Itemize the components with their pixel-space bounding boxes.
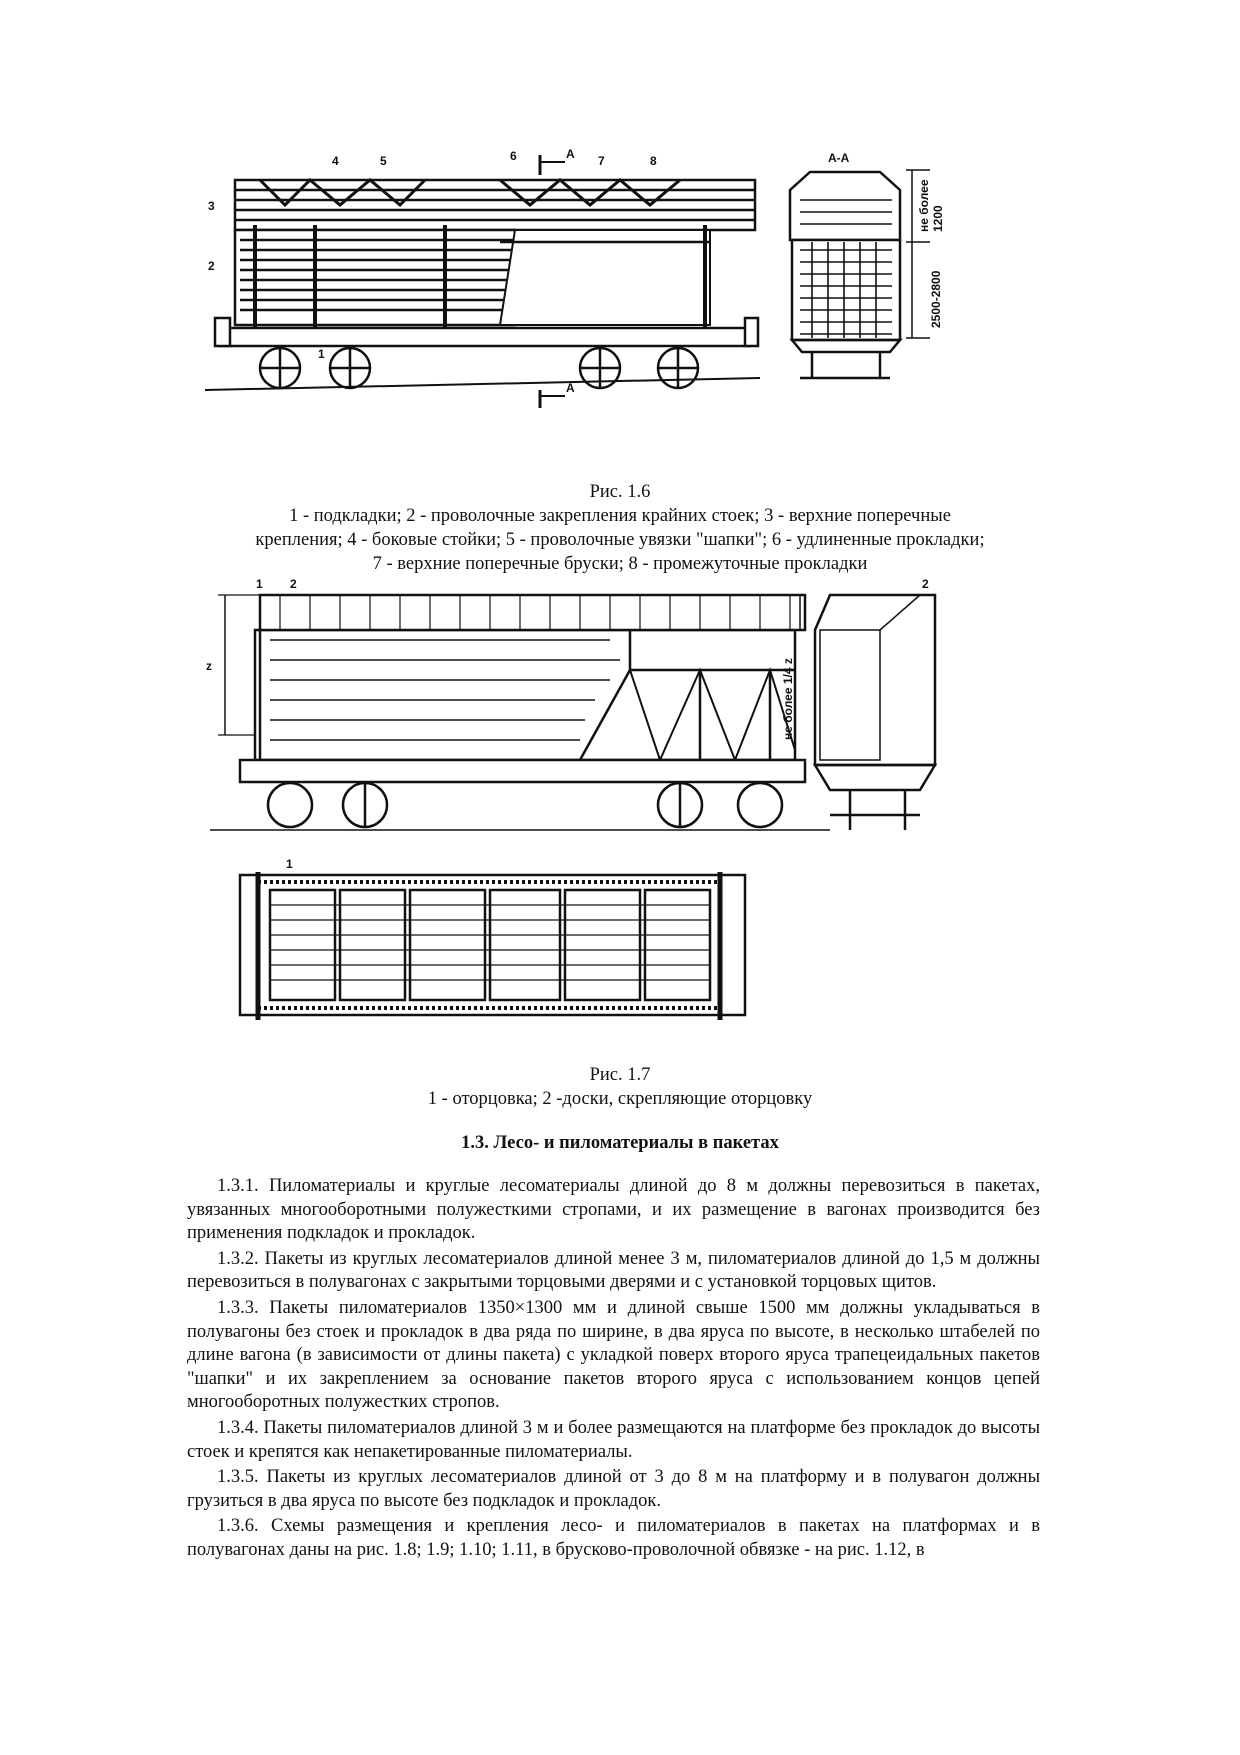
dim-upper-note: не более: [917, 179, 931, 232]
section-aa-end-view: [790, 172, 900, 378]
paragraph-1-3-6: 1.3.6. Схемы размещения и крепления лесо- и пиломатериалов в пакетах на платформах и в полувагонах даны на рис. 1.8; 1.9; 1.10; 1.11, в брусково-проволочной обвязке - на рис. 1.12, в: [187, 1516, 1040, 1560]
paragraph-1-3-1: 1.3.1. Пиломатериалы и круглые лесоматериалы длиной до 8 м должны перевозиться в пакетах, увязанных многооборотными полужесткими стропами, и их размещение в вагонах производится без применения подкладок и прокладок.: [187, 1176, 1040, 1244]
section-body: [187, 1175, 1040, 1565]
label-1: 1: [318, 347, 325, 361]
section-aa-title: А-А: [828, 151, 850, 165]
figure-1-6: [200, 147, 1060, 470]
wheel: [268, 783, 312, 827]
figure-1-7-caption: [200, 1063, 1040, 1111]
label-section-a-top: А: [566, 147, 575, 161]
label-7: 7: [598, 154, 605, 168]
fig7-side-note: не более 1/4 z: [781, 658, 795, 740]
fig7-end-label-2: 2: [922, 577, 929, 591]
figure-1-6-title: Рис. 1.6: [589, 482, 651, 502]
fig7-dim-z: z: [206, 659, 212, 673]
figure-1-7-title: Рис. 1.7: [589, 1065, 651, 1085]
label-3: 3: [208, 199, 215, 213]
gondola-end-view: [800, 595, 935, 830]
wheel: [738, 783, 782, 827]
label-4: 4: [332, 154, 339, 168]
fig7-label-2: 2: [290, 577, 297, 591]
label-6: 6: [510, 149, 517, 163]
gondola-side-view: [210, 595, 830, 830]
platform-wagon-side-view: [205, 155, 760, 408]
figure-1-7-drawing: [200, 577, 1060, 1050]
label-8: 8: [650, 154, 657, 168]
paragraph-1-3-4: 1.3.4. Пакеты пиломатериалов длиной 3 м и более размещаются на платформе без прокладок до высоты стоек и крепятся как непакетированные пиломатериалы.: [187, 1417, 1040, 1462]
figure-1-6-caption-line-2: крепления; 4 - боковые стойки; 5 - проволочные увязки "шапки"; 6 - удлиненные прокладки;: [255, 530, 985, 550]
fig7-label-1: 1: [256, 577, 263, 591]
gondola-plan-view: [240, 872, 745, 1020]
figure-1-6-caption: [200, 480, 1040, 576]
paragraph-1-3-5: 1.3.5. Пакеты из круглых лесоматериалов длиной от 3 до 8 м на платформу и в полувагон должны грузиться в два яруса по высоте без подкладок и прокладок.: [187, 1467, 1040, 1511]
fig7-top-label-1: 1: [286, 857, 293, 871]
figure-1-6-caption-line-1: 1 - подкладки; 2 - проволочные закрепления крайних стоек; 3 - верхние поперечные: [289, 506, 951, 526]
figure-1-7: [200, 577, 1060, 1050]
label-5: 5: [380, 154, 387, 168]
dim-lower: 2500-2800: [929, 270, 943, 328]
section-title: 1.3. Лесо- и пиломатериалы в пакетах: [461, 1133, 779, 1153]
label-2: 2: [208, 259, 215, 273]
paragraph-1-3-2: 1.3.2. Пакеты из круглых лесоматериалов длиной менее 3 м, пиломатериалов длиной до 1,5 м должны перевозиться в полувагонах с закрытыми торцовыми дверями и с установкой торцовых щитов.: [187, 1248, 1040, 1293]
dim-upper: 1200: [931, 205, 945, 232]
figure-1-6-caption-line-3: 7 - верхние поперечные бруски; 8 - промежуточные прокладки: [372, 554, 868, 574]
figure-1-6-drawing: [200, 147, 1060, 470]
paragraph-1-3-3: 1.3.3. Пакеты пиломатериалов 1350×1300 мм и длиной свыше 1500 мм должны укладываться в полувагоны без стоек и прокладок в два ряда по ширине, в два яруса по высоте, в несколько штабелей по длине вагона (в зависимости от длины пакета) с укладкой поверх второго яруса трапецеидальных пакетов "шапки" и их закреплением за основание пакетов второго яруса с использованием концов цепей многооборотных полужестких стропов.: [187, 1297, 1040, 1413]
cap-logs: [235, 180, 755, 230]
label-section-a-bottom: А: [566, 381, 575, 395]
figure-1-7-caption-line-1: 1 - оторцовка; 2 -доски, скрепляющие оторцовку: [427, 1089, 813, 1109]
